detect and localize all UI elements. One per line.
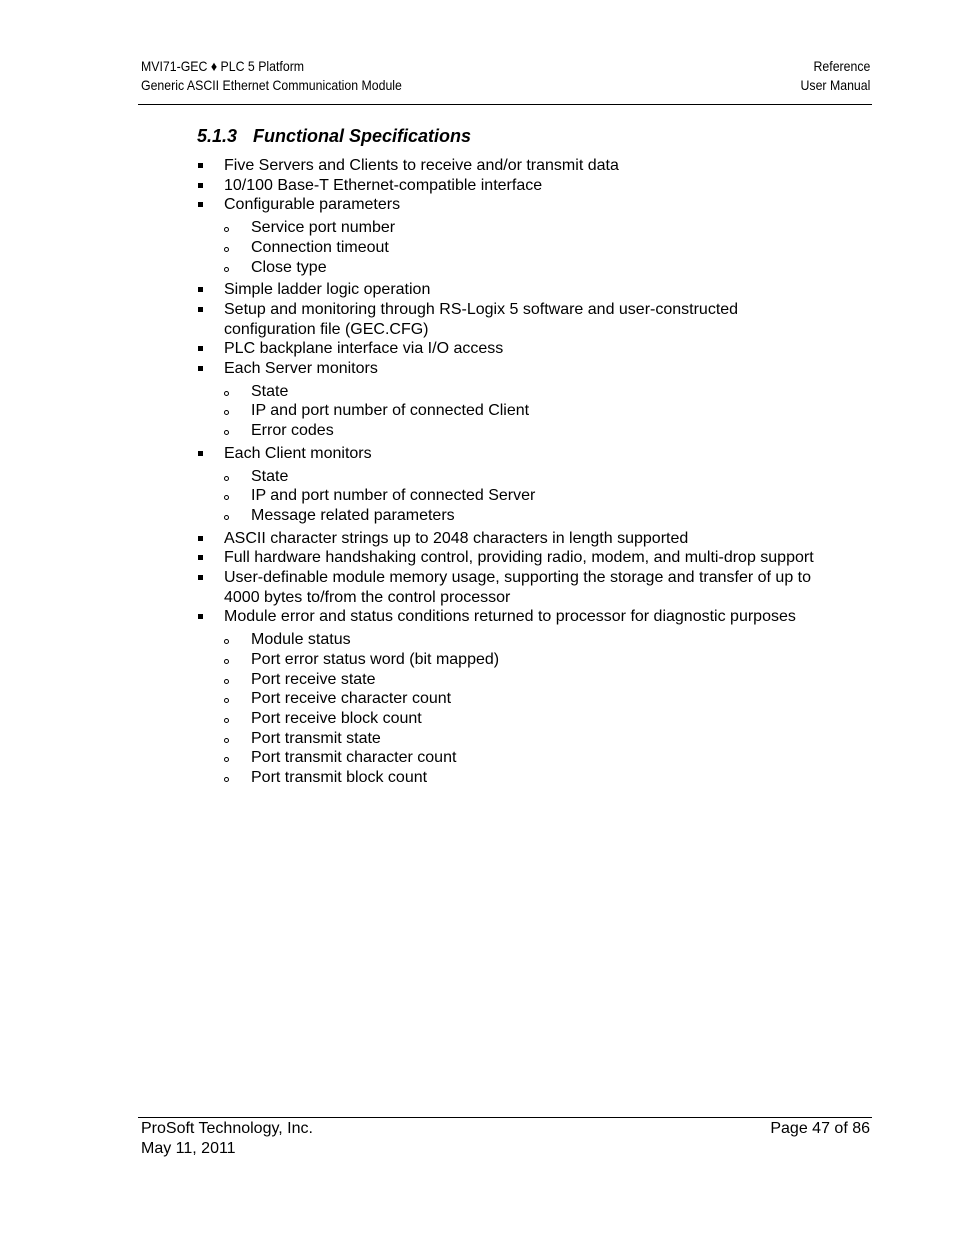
sub-list xyxy=(197,627,822,791)
list-item xyxy=(197,339,822,359)
sub-list-item xyxy=(197,670,822,690)
sub-list xyxy=(197,215,822,280)
square-bullet-icon xyxy=(198,346,203,351)
square-bullet-icon xyxy=(198,183,203,188)
square-bullet-icon xyxy=(198,555,203,560)
sub-list-item xyxy=(197,382,822,402)
square-bullet-icon xyxy=(198,163,203,168)
list-item xyxy=(197,529,822,549)
sub-list-item xyxy=(197,401,822,421)
list-item-text: Module error and status conditions returned to processor for diagnostic purposes xyxy=(224,608,796,626)
circle-bullet-icon xyxy=(224,430,229,435)
sub-list-item xyxy=(197,486,822,506)
spec-list xyxy=(197,156,822,791)
sub-list-item-text: Module status xyxy=(251,631,351,649)
sub-list-item-text: Error codes xyxy=(251,422,334,440)
list-item-text: ASCII character strings up to 2048 characters in length supported xyxy=(224,529,689,547)
circle-bullet-icon xyxy=(224,639,229,644)
square-bullet-icon xyxy=(198,287,203,292)
header-product: MVI71-GEC ♦ PLC 5 Platform xyxy=(141,58,305,74)
header-divider xyxy=(138,104,872,105)
footer-company: ProSoft Technology, Inc. xyxy=(141,1120,313,1137)
circle-bullet-icon xyxy=(224,777,229,782)
sub-list-item-text: Message related parameters xyxy=(251,506,455,524)
sub-list-item-text: State xyxy=(251,467,289,485)
list-item xyxy=(197,300,822,339)
header-doc-type: User Manual xyxy=(800,77,870,93)
sub-list-item xyxy=(197,768,822,788)
sub-list-item-text: IP and port number of connected Client xyxy=(251,402,530,420)
sub-list-item-text: Port transmit block count xyxy=(251,769,428,787)
sub-list-item-text: State xyxy=(251,382,289,400)
square-bullet-icon xyxy=(198,451,203,456)
sub-list-item xyxy=(197,258,822,278)
sub-list-item xyxy=(197,729,822,749)
list-item-text: Simple ladder logic operation xyxy=(224,281,431,299)
square-bullet-icon xyxy=(198,202,203,207)
sub-list-item-text: IP and port number of connected Server xyxy=(251,487,536,505)
footer-divider xyxy=(138,1117,872,1118)
list-item-text: User-definable module memory usage, supporting the storage and transfer of up to 4000 bytes to/from the control processor xyxy=(224,569,811,606)
sub-list-item xyxy=(197,218,822,238)
circle-bullet-icon xyxy=(224,698,229,703)
sub-list xyxy=(197,464,822,529)
circle-bullet-icon xyxy=(224,738,229,743)
square-bullet-icon xyxy=(198,614,203,619)
sub-list-item xyxy=(197,421,822,441)
list-item-text: Each Client monitors xyxy=(224,444,372,462)
list-item xyxy=(197,195,822,215)
square-bullet-icon xyxy=(198,307,203,312)
list-item-text: Full hardware handshaking control, providing radio, modem, and multi-drop support xyxy=(224,549,814,567)
list-item xyxy=(197,548,822,568)
circle-bullet-icon xyxy=(224,227,229,232)
list-item xyxy=(197,176,822,196)
footer-right xyxy=(770,1119,870,1139)
sub-list-item xyxy=(197,238,822,258)
list-item xyxy=(197,607,822,627)
footer-date: May 11, 2011 xyxy=(141,1139,236,1157)
list-item xyxy=(197,280,822,300)
section-heading xyxy=(197,124,471,148)
circle-bullet-icon xyxy=(224,391,229,396)
circle-bullet-icon xyxy=(224,515,229,520)
sub-list-item-text: Port receive character count xyxy=(251,690,452,708)
list-item xyxy=(197,444,822,464)
sub-list-item xyxy=(197,689,822,709)
sub-list xyxy=(197,379,822,444)
circle-bullet-icon xyxy=(224,247,229,252)
footer-left xyxy=(141,1119,313,1158)
sub-list-item-text: Port receive block count xyxy=(251,709,422,727)
list-item xyxy=(197,359,822,379)
circle-bullet-icon xyxy=(224,718,229,723)
circle-bullet-icon xyxy=(224,267,229,272)
sub-list-item xyxy=(197,630,822,650)
list-item-text: Setup and monitoring through RS-Logix 5 software and user-constructed configuration file (GEC.CFG) xyxy=(224,300,739,338)
list-item xyxy=(197,156,822,176)
sub-list-item-text: Connection timeout xyxy=(251,238,389,256)
square-bullet-icon xyxy=(198,366,203,371)
sub-list-item xyxy=(197,650,822,670)
circle-bullet-icon xyxy=(224,659,229,664)
list-item-text: Five Servers and Clients to receive and/or transmit data xyxy=(224,157,619,174)
sub-list-item xyxy=(197,748,822,768)
list-item-text: 10/100 Base-T Ethernet-compatible interface xyxy=(224,176,543,194)
section-number: 5.1.3 xyxy=(197,126,238,146)
circle-bullet-icon xyxy=(224,679,229,684)
header-module: Generic ASCII Ethernet Communication Module xyxy=(141,77,402,93)
sub-list-item xyxy=(197,467,822,487)
circle-bullet-icon xyxy=(224,757,229,762)
circle-bullet-icon xyxy=(224,476,229,481)
sub-list-item-text: Port receive state xyxy=(251,670,376,688)
square-bullet-icon xyxy=(198,575,203,580)
list-item-text: Configurable parameters xyxy=(224,196,401,214)
sub-list-item-text: Port transmit character count xyxy=(251,749,457,767)
section-title: Functional Specifications xyxy=(253,126,472,146)
sub-list-item-text: Service port number xyxy=(251,219,396,237)
header-section: Reference xyxy=(813,58,870,74)
sub-list-item xyxy=(197,506,822,526)
sub-list-item-text: Close type xyxy=(251,258,327,276)
header-left xyxy=(141,57,402,95)
sub-list-item-text: Port transmit state xyxy=(251,729,381,747)
list-item-text: PLC backplane interface via I/O access xyxy=(224,340,504,358)
list-item xyxy=(197,568,822,607)
sub-list-item-text: Port error status word (bit mapped) xyxy=(251,650,500,668)
circle-bullet-icon xyxy=(224,495,229,500)
header-right xyxy=(800,57,870,95)
list-item-text: Each Server monitors xyxy=(224,360,378,378)
page-number: Page 47 of 86 xyxy=(770,1120,870,1137)
circle-bullet-icon xyxy=(224,410,229,415)
square-bullet-icon xyxy=(198,536,203,541)
sub-list-item xyxy=(197,709,822,729)
